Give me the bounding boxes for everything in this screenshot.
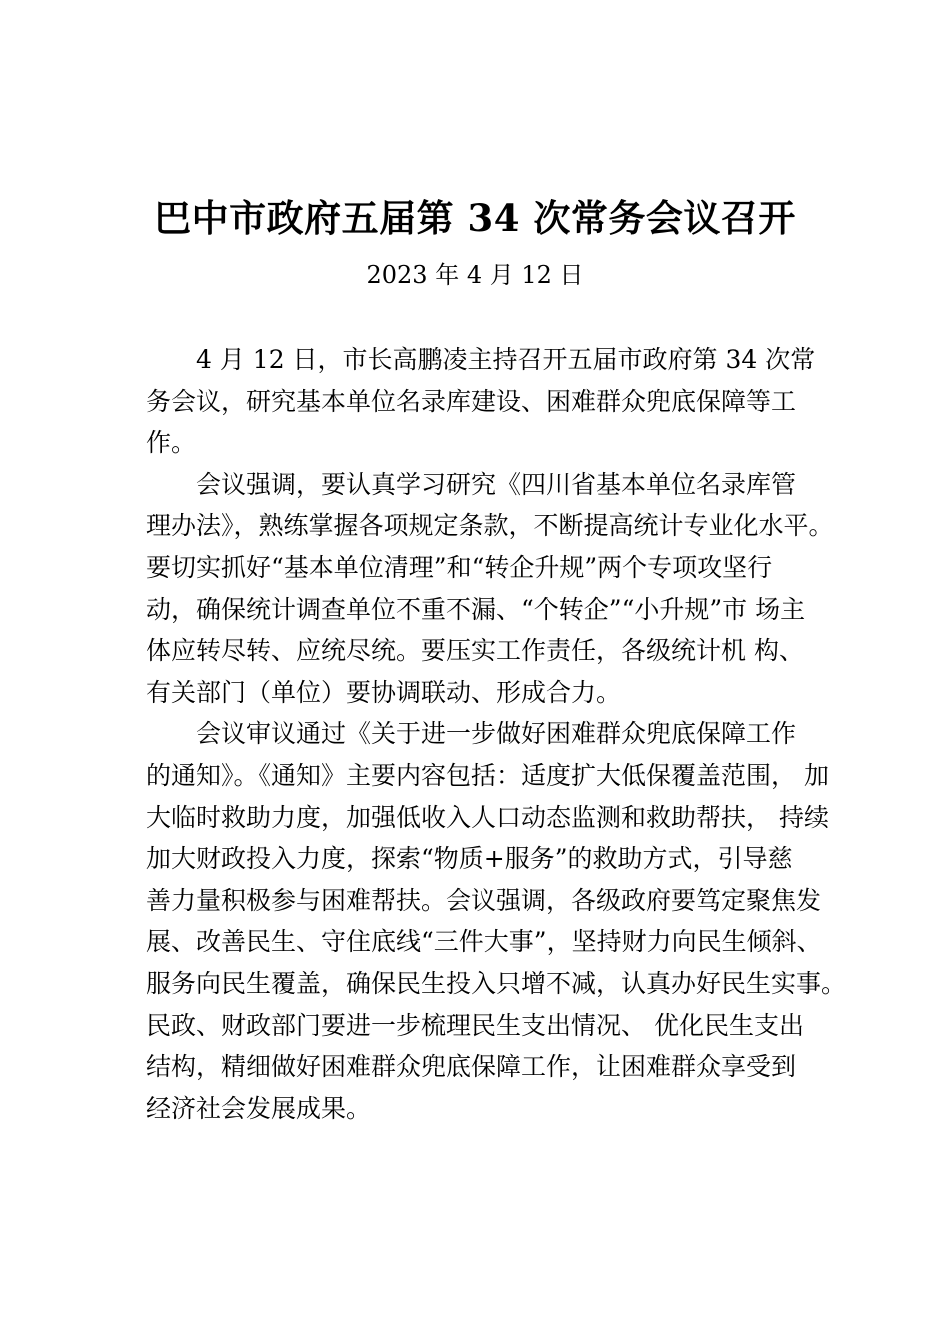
paragraph-line: 要切实抓好“基本单位清理”和“转企升规”两个专项攻坚行 xyxy=(146,552,773,582)
document-body xyxy=(146,339,847,1129)
paragraph-line: 加大财政投入力度，探索“物质+服务”的救助方式，引导慈 xyxy=(146,844,793,874)
paragraph-line: 的通知》。《通知》主要内容包括：适度扩大低保覆盖范围， 加 xyxy=(146,760,829,790)
paragraph-line: 善力量积极参与困难帮扶。会议强调，各级政府要笃定聚焦发 xyxy=(146,885,822,915)
paragraph-line: 服务向民生覆盖，确保民生投入只增不减，认真办好民生实事。 xyxy=(146,968,847,998)
paragraph-line: 有关部门（单位）要协调联动、形成合力。 xyxy=(146,677,622,707)
paragraph-line: 展、改善民生、守住底线“三件大事”，坚持财力向民生倾斜、 xyxy=(146,927,822,957)
document-title: 巴中市政府五届第 34 次常务会议召开 xyxy=(154,196,796,240)
paragraph-line: 大临时救助力度，加强低收入人口动态监测和救助帮扶， 持续 xyxy=(146,802,829,832)
paragraph-line: 民政、财政部门要进一步梳理民生支出情况、 优化民生支出 xyxy=(146,1010,804,1040)
document-date: 2023 年 4 月 12 日 xyxy=(366,261,584,289)
paragraph-line: 会议审议通过《关于进一步做好困难群众兜底保障工作 xyxy=(196,719,797,749)
paragraph-line: 务会议，研究基本单位名录库建设、困难群众兜底保障等工 xyxy=(146,386,797,416)
paragraph-line: 会议强调，要认真学习研究《四川省基本单位名录库管 xyxy=(196,469,797,499)
paragraph-line: 经济社会发展成果。 xyxy=(146,1093,372,1123)
paragraph-line: 结构，精细做好困难群众兜底保障工作，让困难群众享受到 xyxy=(146,1052,797,1082)
paragraph-line: 理办法》，熟练掌握各项规定条款，不断提高统计专业化水平。 xyxy=(146,511,834,541)
paragraph-line: 动，确保统计调查单位不重不漏、“个转企”“小升规”市 场主 xyxy=(146,594,806,624)
paragraph-line: 体应转尽转、应统尽统。要压实工作责任，各级统计机 构、 xyxy=(146,636,804,666)
paragraph-line: 作。 xyxy=(146,428,197,458)
paragraph-line: 4 月 12 日，市长高鹏凌主持召开五届市政府第 34 次常 xyxy=(196,345,816,374)
